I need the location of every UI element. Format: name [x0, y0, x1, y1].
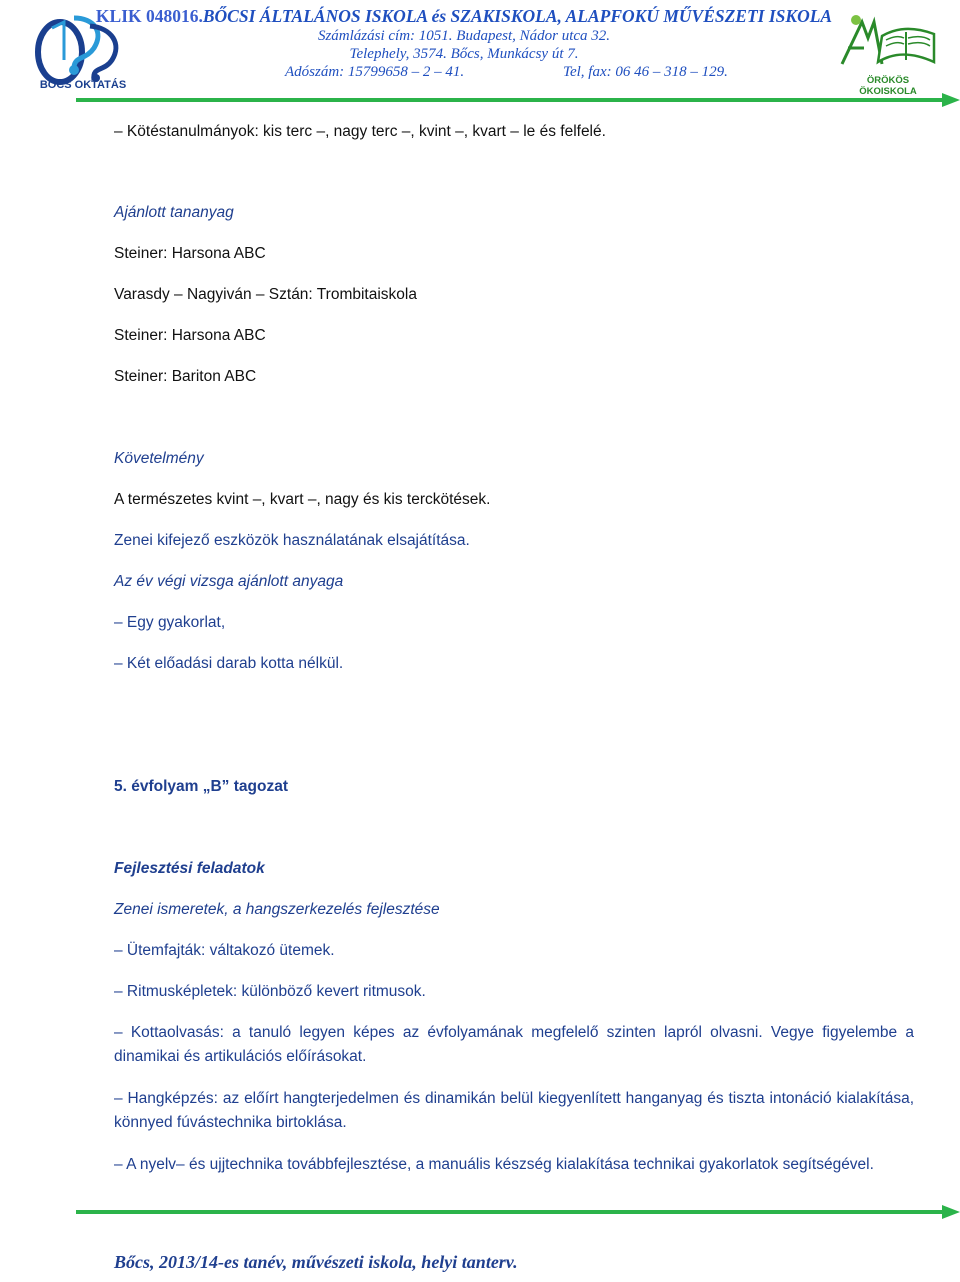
development-item: – Ütemfajták: váltakozó ütemek. — [114, 942, 335, 959]
billing-address: Számlázási cím: 1051. Budapest, Nádor utca 32. — [317, 28, 611, 44]
recommended-item: Steiner: Harsona ABC — [114, 245, 266, 262]
eco-school-logo-icon — [834, 8, 942, 78]
development-item: – Ritmusképletek: különböző kevert ritmusok. — [114, 983, 426, 1000]
development-item: – Hangképzés: az előírt hangterjedelmen és dinamikán belül kiegyenlített hanganyag és tiszta intonáció kialakítása, könnyed fúvástechnika birtoklása. — [114, 1090, 914, 1131]
letterhead — [0, 0, 960, 108]
intervals-line: – Kötéstanulmányok: kis terc –, nagy terc –, kvint –, kvart – le és felfelé. — [114, 123, 606, 140]
tax-number: Adószám: 15799658 – 2 – 41. — [285, 64, 465, 80]
site-address: Telephely, 3574. Bőcs, Munkácsy út 7. — [349, 46, 579, 62]
recommended-heading: Ajánlott tananyag — [114, 204, 234, 221]
exam-item: – Egy gyakorlat, — [114, 614, 226, 631]
exam-item: – Két előadási darab kotta nélkül. — [114, 655, 344, 672]
school-title — [84, 6, 844, 27]
footer-text: Bőcs, 2013/14-es tanév, művészeti iskola, helyi tanterv. — [114, 1252, 518, 1272]
school-name: BŐCSI ÁLTALÁNOS ISKOLA és SZAKISKOLA, ALAPFOKÚ MŰVÉSZETI ISKOLA — [202, 6, 833, 26]
development-item: – A nyelv– és ujjtechnika továbbfejlesztése, a manuális készség kialakítása technikai gyakorlatok segítségével. — [114, 1156, 874, 1173]
recommended-item: Steiner: Harsona ABC — [114, 327, 266, 344]
phone-fax: Tel, fax: 06 46 – 318 – 129. — [563, 64, 728, 80]
requirement-line: A természetes kvint –, kvart –, nagy és kis terckötések. — [114, 491, 491, 508]
recommended-item: Steiner: Bariton ABC — [114, 368, 257, 385]
exam-heading: Az év végi vizsga ajánlott anyaga — [114, 573, 344, 590]
left-logo-label: BŐCS OKTATÁS — [39, 79, 127, 91]
development-heading: Fejlesztési feladatok — [114, 860, 265, 877]
header-divider — [76, 93, 960, 107]
footer-divider — [76, 1205, 960, 1219]
requirement-heading: Követelmény — [114, 450, 204, 467]
recommended-item: Varasdy – Nagyiván – Sztán: Trombitaiskola — [114, 286, 417, 303]
development-item: – Kottaolvasás: a tanuló legyen képes az évfolyamának megfelelő szinten lapról olvasni. Vegye figyelembe a dinamikai és artikulációs előírásokat. — [114, 1024, 914, 1065]
institution-code: KLIK 048016. — [95, 6, 203, 26]
development-subheading: Zenei ismeretek, a hangszerkezelés fejlesztése — [114, 901, 440, 918]
requirement-line: Zenei kifejező eszközök használatának elsajátítása. — [114, 532, 470, 549]
grade-heading: 5. évfolyam „B” tagozat — [114, 778, 288, 795]
right-logo-label: ÖRÖKÖS ÖKOISKOLA — [859, 75, 917, 97]
